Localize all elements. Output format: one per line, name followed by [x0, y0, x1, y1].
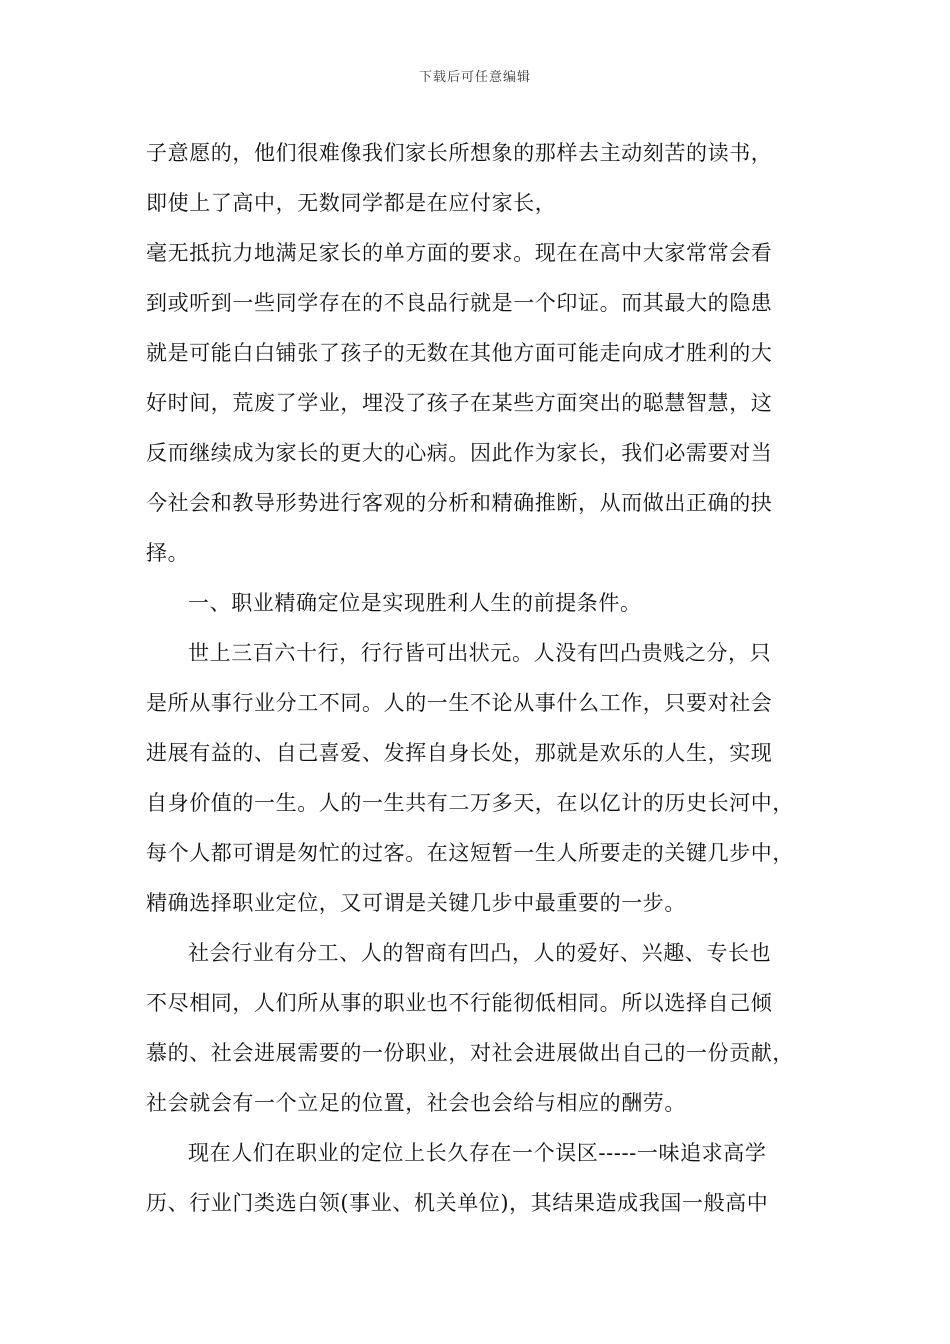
- text-line: 子意愿的，他们很难像我们家长所想象的那样去主动刻苦的读书，: [146, 141, 773, 165]
- text-line: 不尽相同，人们所从事的职业也不行能彻低相同。所以选择自己倾: [146, 991, 773, 1015]
- text-line: 毫无抵抗力地满足家长的单方面的要求。现在在高中大家常常会看: [146, 241, 773, 265]
- text-line: 好时间，荒废了学业，埋没了孩子在某些方面突出的聪慧智慧，这: [146, 391, 773, 415]
- text-line: 择。: [146, 541, 190, 565]
- text-line: 是所从事行业分工不同。人的一生不论从事什么工作，只要对社会: [146, 691, 773, 715]
- document-body: [146, 128, 806, 1228]
- text-line: 社会就会有一个立足的位置，社会也会给与相应的酬劳。: [146, 1091, 686, 1115]
- text-line: 历、行业门类选白领(事业、机关单位)，其结果造成我国一般高中: [146, 1191, 769, 1215]
- text-line: 进展有益的、自己喜爱、发挥自身长处，那就是欢乐的人生，实现: [146, 741, 773, 765]
- page-header: 下载后可任意编辑: [418, 70, 531, 85]
- text-line: 自身价值的一生。人的一生共有二万多天，在以亿计的历史长河中，: [146, 791, 794, 815]
- text-line: 每个人都可谓是匆忙的过客。在这短暂一生人所要走的关键几步中，: [146, 841, 794, 865]
- text-line: 即使上了高中，无数同学都是在应付家长，: [146, 191, 557, 215]
- text-line: 到或听到一些同学存在的不良品行就是一个印证。而其最大的隐患: [146, 291, 773, 315]
- text-line: 今社会和教导形势进行客观的分析和精确推断，从而做出正确的抉: [146, 491, 773, 515]
- text-line: 一、职业精确定位是实现胜利人生的前提条件。: [188, 591, 642, 615]
- text-line: 精确选择职业定位，又可谓是关键几步中最重要的一步。: [146, 891, 686, 915]
- text-line: 反而继续成为家长的更大的心病。因此作为家长，我们必需要对当: [146, 441, 773, 465]
- text-line: 慕的、社会进展需要的一份职业，对社会进展做出自己的一份贡献，: [146, 1041, 794, 1065]
- text-line: 社会行业有分工、人的智商有凹凸，人的爱好、兴趣、专长也: [188, 941, 772, 965]
- text-line: 现在人们在职业的定位上长久存在一个误区-----一味追求高学: [188, 1141, 767, 1165]
- text-line: 世上三百六十行，行行皆可出状元。人没有凹凸贵贱之分，只: [188, 641, 772, 665]
- text-line: 就是可能白白铺张了孩子的无数在其他方面可能走向成才胜利的大: [146, 341, 773, 365]
